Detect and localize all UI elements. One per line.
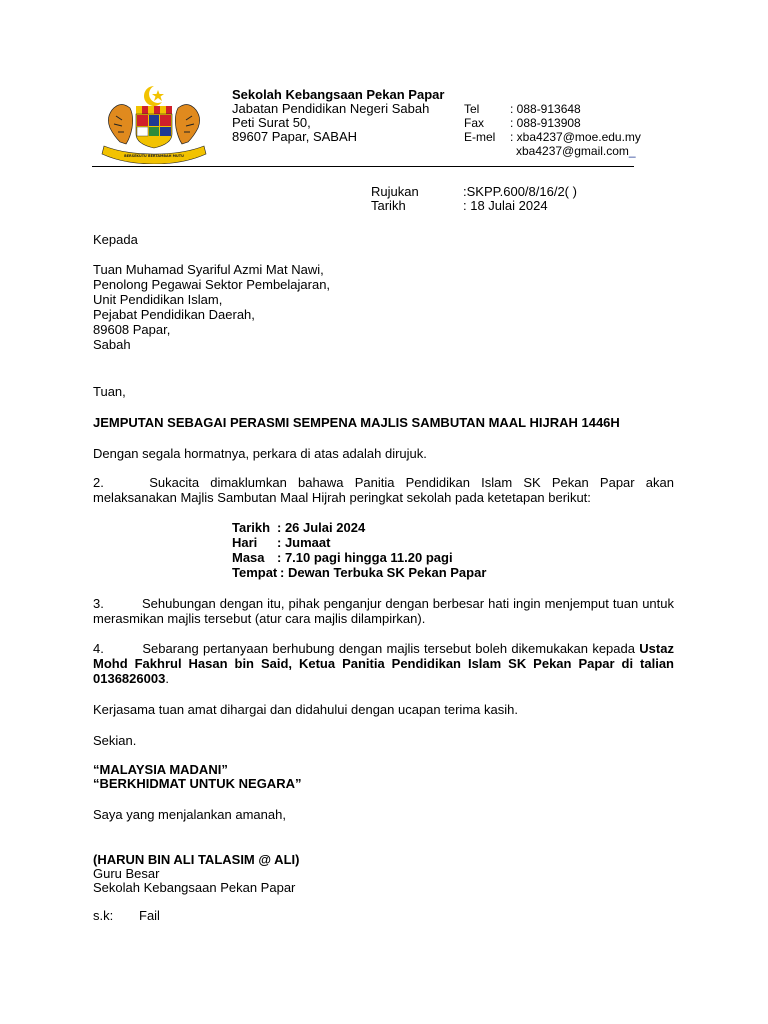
thanks-sentence: Kerjasama tuan amat dihargai dan didahului dengan ucapan terima kasih. <box>93 702 518 717</box>
paragraph-number: 2. <box>93 475 104 490</box>
paragraph-number: 3. <box>93 596 104 611</box>
letterhead-divider <box>92 166 634 167</box>
recipient-line: Penolong Pegawai Sektor Pembelajaran, <box>93 277 331 292</box>
department-name: Jabatan Pendidikan Negeri Sabah <box>232 101 430 116</box>
recipient-line: Pejabat Pendidikan Daerah, <box>93 307 255 322</box>
detail-value: : Jumaat <box>277 535 331 550</box>
coat-of-arms-logo <box>98 84 210 164</box>
paragraph-4 <box>93 641 674 686</box>
rujukan-label: Rujukan <box>371 184 419 199</box>
email-2-suffix: _ <box>628 144 636 158</box>
contact-phone: 0136826003 <box>93 671 166 686</box>
slogan-1: “MALAYSIA MADANI” <box>93 762 228 777</box>
detail-value: : 26 Julai 2024 <box>277 520 366 535</box>
opening-sentence: Dengan segala hormatnya, perkara di atas adalah dirujuk. <box>93 446 427 461</box>
po-box: Peti Surat 50, <box>232 115 311 130</box>
contact-label-email: E-mel <box>464 130 496 144</box>
detail-label: Tarikh <box>232 520 271 535</box>
tarikh-label: Tarikh <box>371 198 406 213</box>
paragraph-2 <box>93 475 674 505</box>
rujukan-value: :SKPP.600/8/16/2( ) <box>463 184 577 199</box>
school-name: Sekolah Kebangsaan Pekan Papar <box>232 87 445 102</box>
cc-value: Fail <box>139 908 160 923</box>
contact-value-email-2 <box>516 144 636 159</box>
detail-label: Masa <box>232 550 265 565</box>
cc-label: s.k: <box>93 908 114 923</box>
paragraph-text: merasmikan majlis tersebut (atur cara majlis dilampirkan). <box>93 611 426 626</box>
paragraph-text: Sukacita dimaklumkan bahawa Panitia Pendidikan Islam SK Pekan Papar akan <box>149 475 674 490</box>
paragraph-text: Sehubungan dengan itu, pihak penganjur dengan berbesar hati ingin menjemput tuan untuk <box>142 596 674 611</box>
contact-person-title: Ustaz <box>639 641 674 656</box>
crest-motto: BERSEKUTU BERTAMBAH MUTU <box>124 154 184 158</box>
tarikh-value: : 18 Julai 2024 <box>463 198 548 213</box>
paragraph-number: 4. <box>93 641 104 656</box>
kepada-label: Kepada <box>93 232 138 247</box>
coat-of-arms-icon <box>98 84 210 164</box>
slogan-2: “BERKHIDMAT UNTUK NEGARA” <box>93 776 302 791</box>
detail-label: Hari <box>232 535 258 550</box>
recipient-line: Sabah <box>93 337 131 352</box>
detail-value: : Dewan Terbuka SK Pekan Papar <box>280 565 487 580</box>
contact-label-fax: Fax <box>464 116 485 130</box>
recipient-line: Unit Pendidikan Islam, <box>93 292 223 307</box>
paragraph-text: Sebarang pertanyaan berhubung dengan majlis tersebut boleh dikemukakan kepada <box>142 641 635 656</box>
paragraph-end: . <box>165 671 169 686</box>
postcode-city: 89607 Papar, SABAH <box>232 129 358 144</box>
signatory-title: Guru Besar <box>93 866 160 881</box>
recipient-line: 89608 Papar, <box>93 322 171 337</box>
paragraph-3 <box>93 596 674 626</box>
amanah-line: Saya yang menjalankan amanah, <box>93 807 286 822</box>
paragraph-text: melaksanakan Majlis Sambutan Maal Hijrah peringkat sekolah pada ketetapan berikut: <box>93 490 591 505</box>
contact-value-tel: : 088-913648 <box>510 102 581 116</box>
detail-label: Tempat <box>232 565 278 580</box>
contact-value-fax: : 088-913908 <box>510 116 581 130</box>
contact-label-tel: Tel <box>464 102 480 116</box>
greeting: Tuan, <box>93 384 126 399</box>
recipient-line: Tuan Muhamad Syariful Azmi Mat Nawi, <box>93 262 324 277</box>
detail-value: : 7.10 pagi hingga 11.20 pagi <box>277 550 453 565</box>
signatory-name: (HARUN BIN ALI TALASIM @ ALI) <box>93 852 300 867</box>
contact-value-email: : xba4237@moe.edu.my <box>510 130 641 144</box>
email-2: xba4237@gmail.com <box>516 144 629 158</box>
signatory-school: Sekolah Kebangsaan Pekan Papar <box>93 880 296 895</box>
closing: Sekian. <box>93 733 137 748</box>
subject-heading: JEMPUTAN SEBAGAI PERASMI SEMPENA MAJLIS SAMBUTAN MAAL HIJRAH 1446H <box>93 415 620 430</box>
contact-person-details: Mohd Fakhrul Hasan bin Said, Ketua Panitia Pendidikan Islam SK Pekan Papar di talian <box>93 656 674 671</box>
